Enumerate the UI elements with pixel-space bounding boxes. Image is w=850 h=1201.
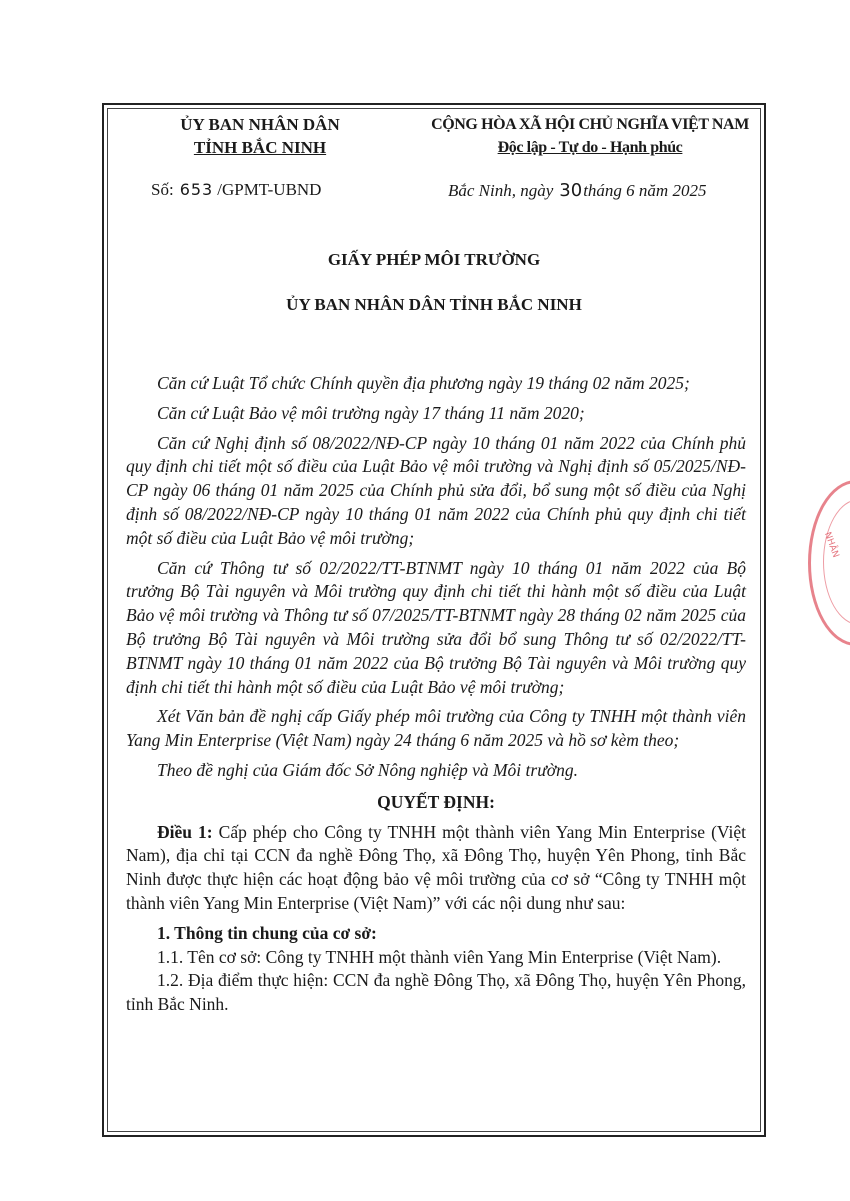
document-title: GIẤY PHÉP MÔI TRƯỜNG — [327, 250, 541, 269]
article-1-text: Cấp phép cho Công ty TNHH một thành viên Yang Min Enterprise (Việt Nam), địa chỉ tại CCN đa nghề Đông Thọ, xã Đông Thọ, huyện Yên Phong, tỉnh Bắc Ninh được thực hiện các hoạt động bảo vệ môi trường của cơ sở “Công ty TNHH một thành viên Yang Min Enterprise (Việt Nam)” với các nội dung như sau: — [126, 821, 747, 913]
national-header — [412, 113, 768, 159]
date-prefix: Bắc Ninh, ngày — [448, 181, 554, 200]
document-issuer: ỦY BAN NHÂN DÂN TỈNH BẮC NINH — [286, 295, 582, 314]
date-suffix: tháng 6 năm 2025 — [583, 181, 707, 200]
issue-date — [448, 180, 706, 201]
section-1-item-2: 1.2. Địa điểm thực hiện: CCN đa nghề Đông Thọ, xã Đông Thọ, huyện Yên Phong, tỉnh Bắc Ninh. — [126, 970, 746, 1015]
red-seal-stamp — [808, 480, 850, 646]
date-day-handwritten: 30 — [559, 180, 583, 201]
preamble-4: Căn cứ Thông tư số 02/2022/TT-BTNMT ngày 10 tháng 01 năm 2022 của Bộ trưởng Bộ Tài nguyên và Môi trường quy định chi tiết thi hành một số điều của Luật Bảo vệ môi trường và Thông tư số 07/2025/TT-BTNMT ngày 28 tháng 02 năm 2025 của Bộ trưởng Bộ Tài nguyên và Môi trường sửa đổi bổ sung Thông tư số 02/2022/TT-BTNMT ngày 10 tháng 01 năm 2022 của Bộ trưởng Bộ Tài nguyên và Môi trường quy định chi tiết thi hành một số điều của Luật Bảo vệ môi trường; — [126, 557, 746, 697]
document-number — [151, 180, 321, 200]
preamble-1: Căn cứ Luật Tổ chức Chính quyền địa phương ngày 19 tháng 02 năm 2025; — [157, 373, 690, 393]
agency-line-1: ỦY BAN NHÂN DÂN — [180, 115, 340, 134]
preamble-6: Theo đề nghị của Giám đốc Sở Nông nghiệp và Môi trường. — [157, 759, 578, 780]
number-handwritten: 653 — [179, 180, 214, 199]
number-suffix: /GPMT-UBND — [217, 180, 322, 199]
article-1-label: Điều 1: — [157, 821, 213, 842]
national-name: CỘNG HÒA XÃ HỘI CHỦ NGHĨA VIỆT NAM — [431, 116, 749, 133]
preamble-5: Xét Văn bản đề nghị cấp Giấy phép môi trường của Công ty TNHH một thành viên Yang Min Enterprise (Việt Nam) ngày 24 tháng 6 năm 2025 và hồ sơ kèm theo; — [126, 706, 746, 751]
section-1-item-1: 1.1. Tên cơ sở: Công ty TNHH một thành viên Yang Min Enterprise (Việt Nam). — [157, 946, 722, 967]
preamble-3: Căn cứ Nghị định số 08/2022/NĐ-CP ngày 10 tháng 01 năm 2022 của Chính phủ quy định chi tiết một số điều của Luật Bảo vệ môi trường và Nghị định số 05/2025/NĐ-CP ngày 06 tháng 01 năm 2025 của Chính phủ sửa đổi, bổ sung một số điều của Nghị định số 08/2022/NĐ-CP ngày 10 tháng 01 năm 2022 của Chính phủ quy định chi tiết một số điều của Luật Bảo vệ môi trường; — [126, 432, 746, 548]
issuing-agency — [160, 113, 360, 159]
decision-heading: QUYẾT ĐỊNH: — [377, 791, 495, 812]
national-motto: Độc lập - Tự do - Hạnh phúc — [497, 139, 683, 156]
agency-line-2: TỈNH BẮC NINH — [193, 138, 327, 157]
number-prefix: Số: — [151, 180, 174, 199]
stamp-lettering: NHÂN — [821, 530, 841, 560]
document-body — [126, 372, 746, 1017]
article-1 — [126, 821, 746, 916]
preamble-2: Căn cứ Luật Bảo vệ môi trường ngày 17 tháng 11 năm 2020; — [157, 402, 585, 423]
section-1-heading: 1. Thông tin chung của cơ sở: — [157, 922, 377, 943]
